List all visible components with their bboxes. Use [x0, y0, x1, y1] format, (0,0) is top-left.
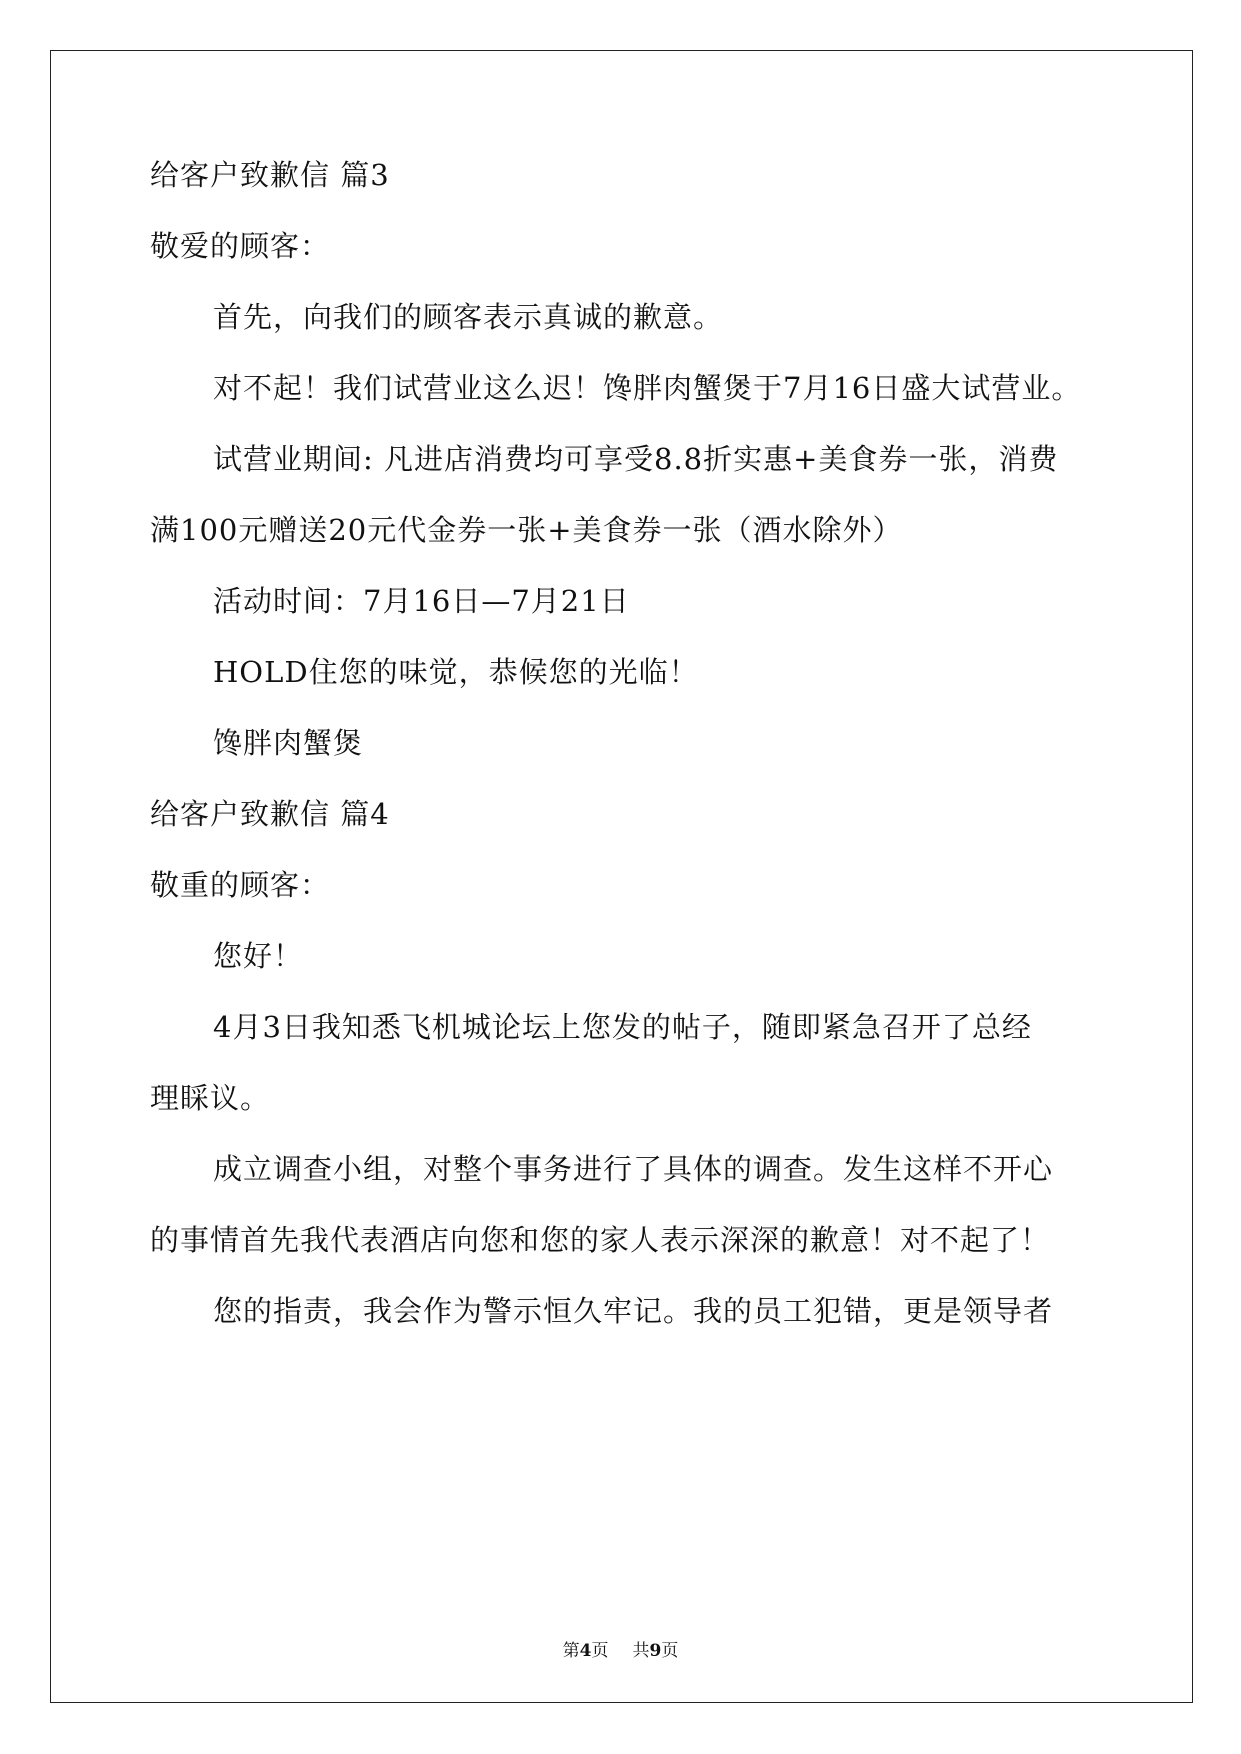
- paragraph-line: 活动时间：7月16日—7月21日: [213, 584, 630, 618]
- total-suffix: 页: [661, 1641, 679, 1661]
- paragraph-line: 首先，向我们的顾客表示真诚的歉意。: [213, 300, 724, 334]
- paragraph-line: 对不起！我们试营业这么迟！馋胖肉蟹煲于7月16日盛大试营业。: [213, 371, 1082, 405]
- page-footer: [0, 1636, 1241, 1661]
- paragraph-line: 满100元赠送20元代金券一张+美食券一张（酒水除外）: [150, 513, 903, 547]
- paragraph-line: 成立调查小组，对整个事务进行了具体的调查。发生这样不开心: [213, 1152, 1054, 1186]
- paragraph-line: 试营业期间: 凡进店消费均可享受8.8折实惠+美食券一张，消费: [213, 442, 1059, 476]
- paragraph-line: HOLD住您的味觉，恭候您的光临！: [213, 655, 699, 689]
- total-pages-number: 9: [649, 1641, 662, 1661]
- signature-line: 馋胖肉蟹煲: [213, 726, 364, 760]
- total-prefix: 共: [632, 1641, 650, 1661]
- section-heading-4: 给客户致歉信 篇4: [150, 797, 390, 831]
- paragraph-line: 理睬议。: [150, 1081, 271, 1115]
- salutation-3: 敬爱的顾客：: [150, 229, 331, 263]
- paragraph-line: 您好！: [213, 939, 304, 973]
- salutation-4: 敬重的顾客：: [150, 868, 331, 902]
- section-heading-3: 给客户致歉信 篇3: [150, 158, 390, 192]
- paragraph-line: 的事情首先我代表酒店向您和您的家人表示深深的歉意！对不起了！: [150, 1223, 1051, 1257]
- paragraph-line: 您的指责，我会作为警示恒久牢记。我的员工犯错，更是领导者: [213, 1294, 1054, 1328]
- paragraph-line: 4月3日我知悉飞机城论坛上您发的帖子，随即紧急召开了总经: [213, 1010, 1032, 1044]
- page-suffix: 页: [591, 1641, 609, 1661]
- current-page-number: 4: [579, 1641, 592, 1661]
- page-prefix: 第: [562, 1641, 580, 1661]
